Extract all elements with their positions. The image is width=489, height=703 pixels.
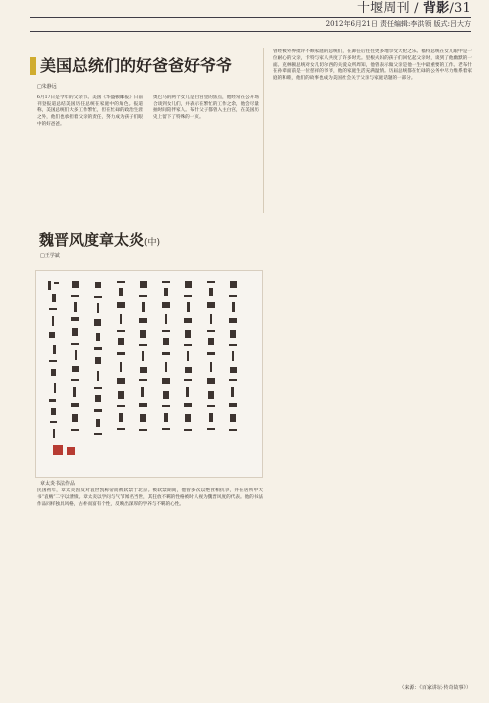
article-title-accent: [30, 57, 36, 75]
calligraphy-image: [35, 270, 263, 478]
page-header: 十堰周刊 / 背影/31: [356, 1, 471, 16]
article-2-title-main: 魏晋风度章太炎: [39, 231, 145, 249]
header-section: 背影: [423, 1, 450, 16]
image-caption: 章太炎书法作品: [40, 481, 76, 487]
header-prefix: 十堰周刊: [356, 1, 410, 16]
source-note: （来源：《百家讲坛·传奇故事》）: [399, 685, 471, 691]
article-2-title-sub: (中): [144, 238, 161, 248]
article-1-column-b: 奥巴马的两个女儿是白宫里的焦点，他经常在公开场合谈到女儿们，并表示在繁忙的工作之余，他会尽量抽时间陪伴家人。布什父子都曾入主白宫，在美国历史上留下了特殊的一页。: [153, 95, 259, 121]
header-separator: /: [449, 1, 455, 16]
article-1-title: 美国总统们的好爸爸好爷爷: [40, 56, 233, 75]
article-1-right-text: 曾经被外界批评不顾家庭的总统们，在卸任后往往更多地享受天伦之乐。福特总统在女儿眼中是一位耐心的父亲，卡特与家人共度了许多时光。里根夫妇的孩子们回忆起父亲时，谈到了他幽默的一面。克林顿总统对女儿切尔西的关爱众所周知，他曾表示做父亲是他一生中最重要的工作。老布什在孙辈面前是一位慈祥的爷爷，他的家庭生活充满温情。历届总统都在忙碌的公务中尽力维系着家庭的和睦，他们的故事也成为美国社会关于父亲与家庭话题的一部分。: [273, 49, 472, 81]
calligraphy-artwork: [36, 271, 262, 477]
article-2-byline: □王学斌: [40, 253, 60, 259]
column-divider: [263, 48, 264, 213]
article-1-byline: □朱静远: [37, 84, 57, 90]
article-2-body: 民国初年，章太炎因反对袁世凯称帝而被软禁于北京。被软禁期间，他曾多次以绝食相抗争，并在居所中大书“袁贼”二字以泄愤。章太炎以学问与气节闻名当世，其狂放不羁的性格被时人视为魏晋风度的代表。他的书法作品同样独具风格，古朴而富有个性，反映出深厚的学养与不羁的心性。: [37, 488, 263, 507]
header-meta: 2012年6月21日 责任编辑:李洪领 版式:吕大方: [325, 20, 471, 28]
header-rule-top: [30, 17, 471, 18]
article-2-title: [39, 231, 160, 252]
header-rule-bottom: [30, 31, 471, 32]
article-1-column-a: 6月17日是今年的父亲节。美国《华盛顿邮报》日前刊登报道总结美国历任总统在家庭中的角色。报道称，美国总统们大多工作繁忙，但在忙碌的政治生涯之外，他们也承担着父亲的责任，努力成为孩子们眼中的好爸爸。: [37, 95, 143, 127]
page-number: 31: [454, 1, 471, 16]
article-1-right-column: [273, 49, 472, 685]
